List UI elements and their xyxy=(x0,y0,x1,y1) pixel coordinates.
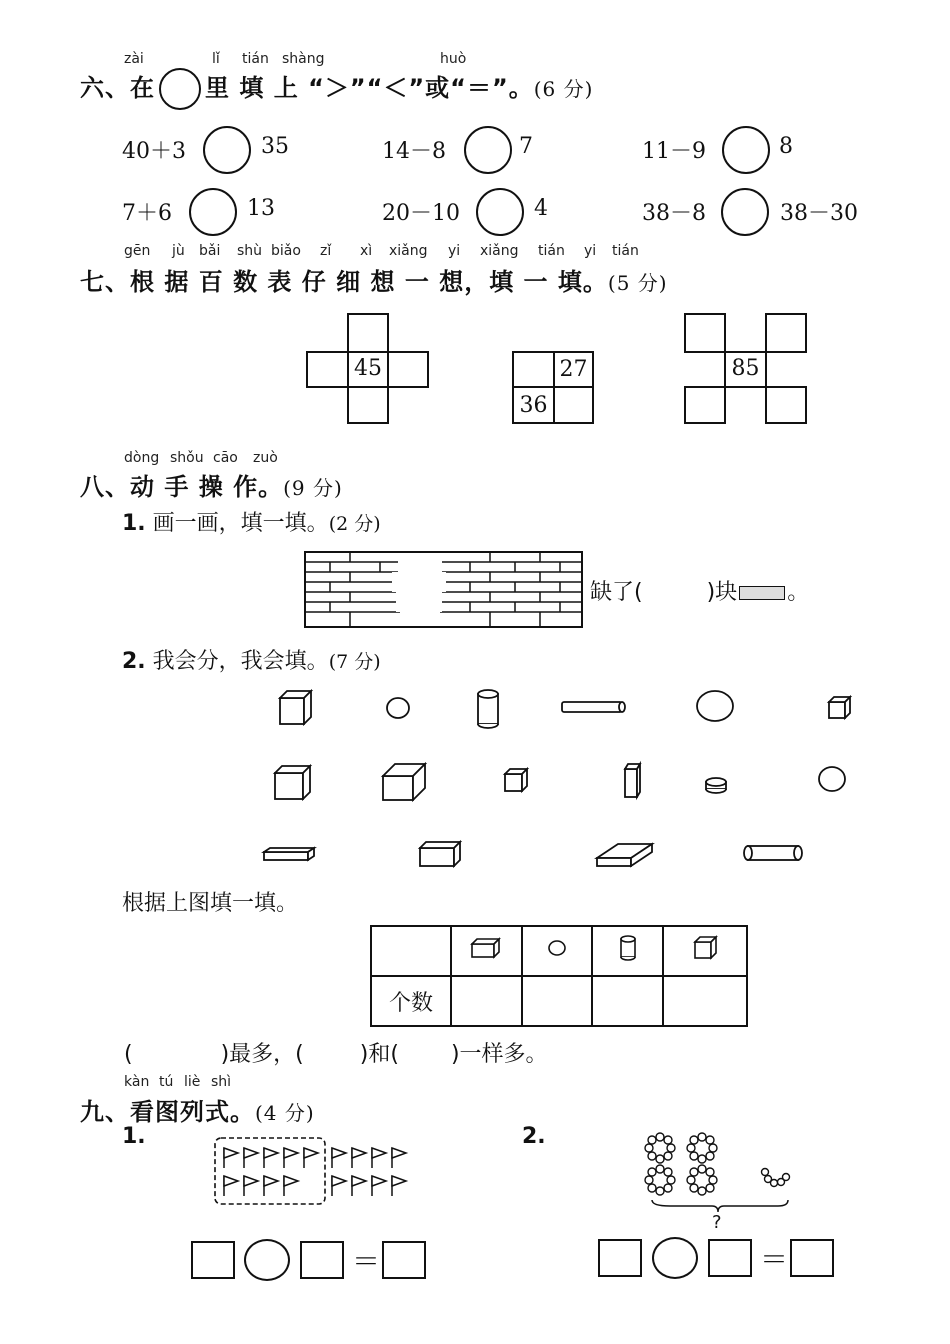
eq2-box-2[interactable] xyxy=(708,1239,752,1277)
eq1-operator-circle[interactable] xyxy=(244,1239,290,1281)
q8-1-num: 1. xyxy=(122,511,146,536)
flag-icon xyxy=(224,1176,238,1196)
compare-right-4: 13 xyxy=(247,196,275,221)
table-header-cuboid xyxy=(451,926,522,976)
pinyin-zai: zài xyxy=(124,51,144,67)
compare-left-4: 7＋6 xyxy=(122,201,172,226)
flags-figure xyxy=(210,1134,420,1210)
flag-icon xyxy=(224,1148,238,1168)
sphere-icon-2 xyxy=(697,691,733,721)
table-header-sphere xyxy=(522,926,592,976)
cylinder-icon xyxy=(616,934,640,962)
section6-eq: “＝”。 xyxy=(450,74,534,102)
section9-heading xyxy=(80,1092,315,1127)
flag-icon xyxy=(372,1176,386,1196)
section9-score: (4 分) xyxy=(255,1101,315,1125)
grid3-bottom-left-cell[interactable] xyxy=(684,386,726,424)
grid2-bottom-left-cell: 36 xyxy=(512,386,555,424)
section6-mid: 里 填 上 “＞”“＜” xyxy=(205,74,426,102)
flag-icon xyxy=(264,1148,278,1168)
count-table xyxy=(370,925,748,1027)
q8-2-score: (7 分) xyxy=(328,651,381,673)
compare-left-6: 38－8 xyxy=(642,201,706,226)
cube-icon xyxy=(691,934,719,962)
pinyin-shang: shàng xyxy=(282,51,325,67)
pinyin-zi: zǐ xyxy=(320,243,332,259)
flag-icon xyxy=(304,1148,318,1168)
compare-right-5: 4 xyxy=(534,196,548,221)
cuboid-icon xyxy=(469,936,503,960)
pinyin-tian1: tián xyxy=(538,243,565,259)
section9-title: 九、看图列式。 xyxy=(80,1098,255,1126)
bead-ring-icon xyxy=(687,1133,717,1163)
pinyin-xiang2: xiǎng xyxy=(480,243,519,259)
table-corner-cell xyxy=(371,926,451,976)
count-cell-cuboid[interactable] xyxy=(451,976,522,1026)
grid1-bottom-cell[interactable] xyxy=(347,386,389,424)
section6-zai: 在 xyxy=(130,74,155,102)
q9-2-num: 2. xyxy=(522,1124,546,1149)
q8-1-end: 。 xyxy=(787,580,810,605)
compare-left-5: 20－10 xyxy=(382,201,460,226)
grid3-center-cell: 85 xyxy=(724,351,767,388)
pinyin-xi: xì xyxy=(360,243,373,259)
bead-ring-icon xyxy=(645,1165,675,1195)
cuboid-icon-3 xyxy=(264,848,314,860)
q8-2-title xyxy=(122,644,381,675)
pinyin-zuo: zuò xyxy=(253,450,278,466)
flag-icon xyxy=(332,1148,346,1168)
grid3-top-right-cell[interactable] xyxy=(765,313,807,353)
cuboid-icon-1 xyxy=(383,764,425,800)
compare-right-2: 7 xyxy=(519,134,533,159)
section8-score: (9 分) xyxy=(283,476,343,500)
flag-icon xyxy=(244,1176,258,1196)
pinyin-cao: cāo xyxy=(213,450,238,466)
count-cell-sphere[interactable] xyxy=(522,976,592,1026)
compare-right-1: 35 xyxy=(261,134,289,159)
eq2-result-box[interactable] xyxy=(790,1239,834,1277)
flag-icon xyxy=(392,1148,406,1168)
flag-icon xyxy=(352,1176,366,1196)
eq2-operator-circle[interactable] xyxy=(652,1237,698,1279)
q8-1-title xyxy=(122,506,381,537)
pinyin-tian2: tián xyxy=(612,243,639,259)
cylinder-icon-2 xyxy=(706,778,726,793)
compare-circle-3[interactable] xyxy=(722,126,770,174)
long-cylinder-icon-1 xyxy=(562,702,625,712)
flag-icon xyxy=(284,1176,298,1196)
q8-2-num: 2. xyxy=(122,649,146,674)
sphere-icon xyxy=(545,936,569,960)
section6-heading xyxy=(80,68,593,110)
cuboid-icon-2 xyxy=(625,764,640,797)
eq1-equals: ＝ xyxy=(352,1245,381,1278)
eq1-result-box[interactable] xyxy=(382,1241,426,1279)
pinyin-gen: gēn xyxy=(124,243,151,259)
bead-arc-icon xyxy=(762,1169,790,1187)
pinyin-shu: shù xyxy=(237,243,263,259)
compare-circle-4[interactable] xyxy=(189,188,237,236)
section7-title: 七、根 据 百 数 表 仔 细 想 一 想，填 一 填。 xyxy=(80,268,608,296)
answer-p3: )和( xyxy=(359,1042,399,1067)
flag-icon xyxy=(284,1148,298,1168)
cuboid-icon-4 xyxy=(420,842,460,866)
pinyin-kan: kàn xyxy=(124,1074,150,1090)
compare-right-6: 38－30 xyxy=(780,201,858,226)
pinyin-lie: liè xyxy=(184,1074,201,1090)
q8-1-score: (2 分) xyxy=(328,513,381,535)
flag-icon xyxy=(392,1176,406,1196)
dashed-group-box xyxy=(215,1138,325,1204)
fill-prompt: 根据上图填一填。 xyxy=(122,891,299,916)
grid1-right-cell[interactable] xyxy=(387,351,429,388)
eq1-box-2[interactable] xyxy=(300,1241,344,1279)
bead-ring-icon xyxy=(645,1133,675,1163)
compare-circle-2[interactable] xyxy=(464,126,512,174)
pinyin-bai: bǎi xyxy=(199,243,221,259)
flag-icon xyxy=(264,1176,278,1196)
section7-score: (5 分) xyxy=(607,271,668,295)
pinyin-yi2: yi xyxy=(584,243,597,259)
eq1-box-1[interactable] xyxy=(191,1241,235,1279)
q8-1-prefix: 缺了( xyxy=(590,580,643,605)
section7-heading xyxy=(80,262,668,297)
flag-icon xyxy=(352,1148,366,1168)
q8-1-suffix: )块 xyxy=(706,580,738,605)
compare-right-3: 8 xyxy=(779,134,793,159)
heading-circle-icon xyxy=(159,68,201,110)
answer-p4: )一样多。 xyxy=(450,1042,548,1067)
section6-huo: 或 xyxy=(425,74,451,102)
pinyin-biao: biǎo xyxy=(271,243,301,259)
table-header-cylinder xyxy=(592,926,662,976)
grid3-bottom-right-cell[interactable] xyxy=(765,386,807,424)
grid3-top-left-cell[interactable] xyxy=(684,313,726,353)
compare-circle-5[interactable] xyxy=(476,188,524,236)
question-mark: ? xyxy=(712,1212,722,1233)
cube-icon-3 xyxy=(275,766,310,799)
sphere-icon-1 xyxy=(387,698,409,718)
pinyin-li: lǐ xyxy=(212,51,220,67)
flag-icon xyxy=(372,1148,386,1168)
cylinder-icon-3 xyxy=(744,846,802,860)
count-cell-cube[interactable] xyxy=(663,976,747,1026)
section6-score: (6 分) xyxy=(533,77,594,101)
count-cell-cylinder[interactable] xyxy=(592,976,662,1026)
grid2-bottom-right-cell[interactable] xyxy=(553,386,594,424)
pinyin-xiang1: xiǎng xyxy=(389,243,428,259)
table-row-label: 个数 xyxy=(371,976,451,1026)
bead-ring-icon xyxy=(687,1165,717,1195)
solid-shapes-figure xyxy=(0,680,950,880)
eq2-box-1[interactable] xyxy=(598,1239,642,1277)
cube-icon-4 xyxy=(505,769,527,791)
pinyin-shi: shì xyxy=(211,1074,232,1090)
q8-2-text: 我会分，我会填。 xyxy=(152,649,329,674)
grid1-center-cell: 45 xyxy=(347,351,389,388)
pinyin-huo: huò xyxy=(440,51,467,67)
section8-title: 八、动 手 操 作。 xyxy=(80,473,284,501)
sphere-icon-3 xyxy=(819,767,845,791)
cube-icon-1 xyxy=(280,691,311,724)
q8-1-answer xyxy=(590,575,809,606)
compare-answer-line xyxy=(124,1037,548,1068)
compare-left-1: 40＋3 xyxy=(122,139,186,164)
compare-left-2: 14－8 xyxy=(382,139,446,164)
answer-p1: ( xyxy=(124,1042,133,1067)
brick-wall-figure xyxy=(300,546,590,632)
brick-icon xyxy=(739,586,785,600)
cube-icon-2 xyxy=(829,697,850,718)
grid2-top-left-cell[interactable] xyxy=(512,351,555,388)
flag-icon xyxy=(244,1148,258,1168)
pinyin-tian: tián xyxy=(242,51,269,67)
cuboid-icon-5 xyxy=(597,844,652,866)
q9-1-num: 1. xyxy=(122,1124,146,1149)
grid1-top-cell[interactable] xyxy=(347,313,389,353)
answer-p2: )最多，( xyxy=(220,1042,304,1067)
section6-num: 六、 xyxy=(80,74,130,102)
cylinder-icon-1 xyxy=(478,690,498,728)
compare-left-3: 11－9 xyxy=(642,139,706,164)
grid1-left-cell[interactable] xyxy=(306,351,349,388)
compare-circle-1[interactable] xyxy=(203,126,251,174)
flag-icon xyxy=(332,1176,346,1196)
pinyin-yi1: yi xyxy=(448,243,461,259)
pinyin-shou: shǒu xyxy=(170,450,204,466)
pinyin-tu: tú xyxy=(159,1074,174,1090)
pinyin-dong: dòng xyxy=(124,450,160,466)
total-brace xyxy=(652,1200,788,1212)
compare-circle-6[interactable] xyxy=(721,188,769,236)
section8-heading xyxy=(80,467,343,502)
pinyin-ju: jù xyxy=(172,243,185,259)
grid2-top-right-cell: 27 xyxy=(553,351,594,388)
table-header-cube xyxy=(663,926,747,976)
eq2-equals: ＝ xyxy=(760,1243,789,1276)
q8-1-text: 画一画，填一填。 xyxy=(152,511,329,536)
